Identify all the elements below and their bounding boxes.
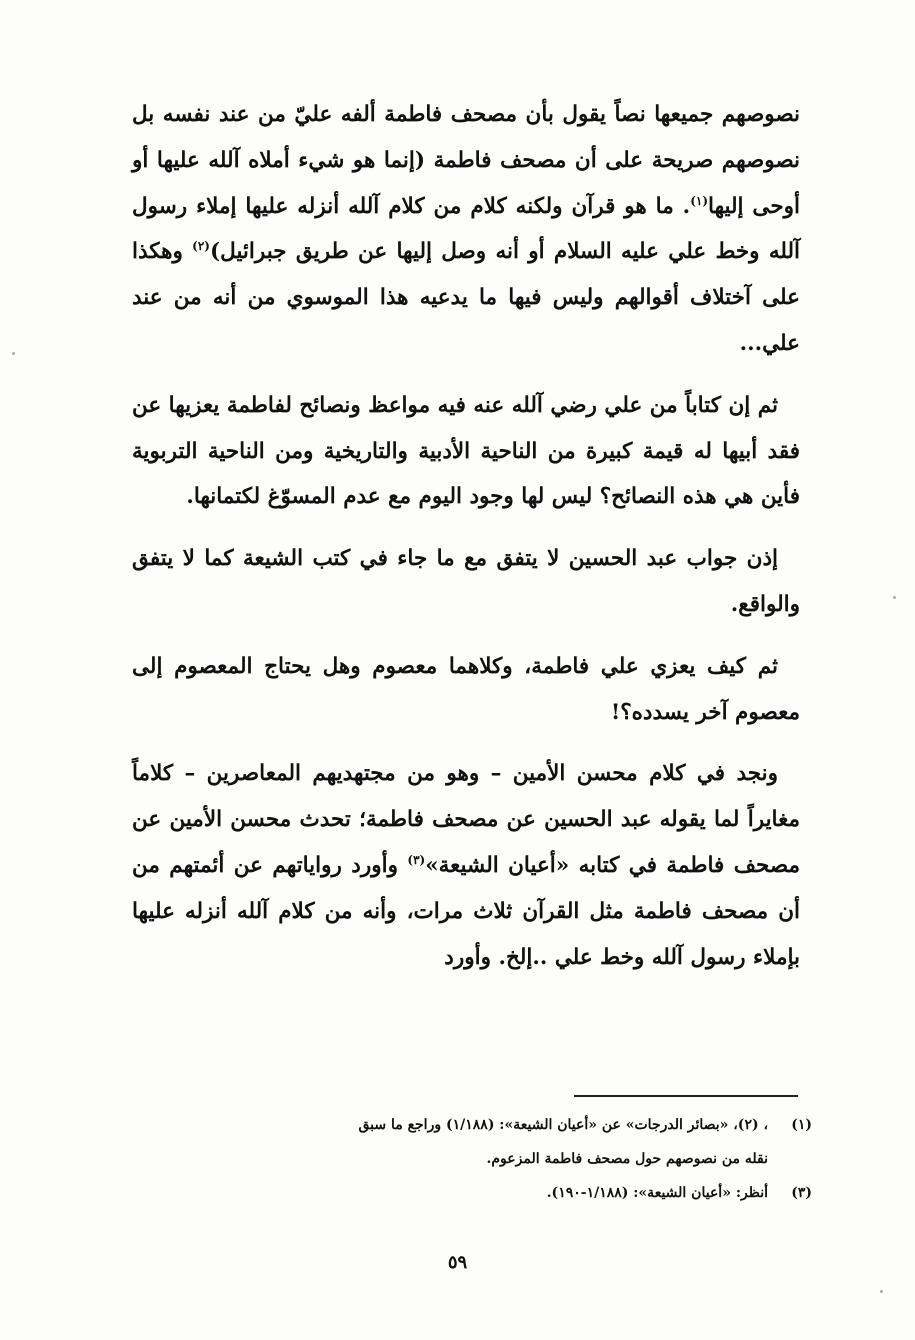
paragraph-3: إذن جواب عبد الحسين لا يتفق مع ما جاء في كتب الشيعة كما لا يتفق والواقع. — [132, 546, 800, 617]
footnote-number: (٣) — [791, 1185, 812, 1201]
scan-speck — [880, 1290, 883, 1293]
paragraph-5: ونجد في كلام محسن الأمين – وهو من مجتهديهم المعاصرين – كلاماً مغايراً لما يقوله عبد الحسين عن مصحف فاطمة؛ تحدث محسن الأمين عن مصحف فاطمة في كتابه «أعيان الشيعة»$^{(٣)}$ وأورد رواياتهم عن أئمتهم من أن مصحف فاطمة مثل القرآن ثلاث مرات، وأنه من كلام آلله أنزله عليها بإملاء رسول آلله وخط علي ..إلخ. وأورد — [132, 761, 800, 970]
footnote-ref-2: (٢) — [192, 239, 210, 254]
footnote-3 — [160, 1176, 812, 1210]
main-text — [132, 92, 800, 980]
footnote-ref-1: (١) — [690, 193, 709, 208]
page-number: ٥٩ — [447, 1252, 468, 1273]
footnote-text: ، (٢)، «بصائر الدرجات» عن «أعيان الشيعة»: (١/١٨٨) وراجع ما سبق — [358, 1117, 768, 1133]
footnote-ref-3: (٣) — [407, 852, 426, 867]
footnote-1-continued — [160, 1142, 812, 1176]
footnote-text: أنظر: «أعيان الشيعة»: (١/١٨٨-١٩٠). — [546, 1185, 768, 1201]
paragraph-2: ثم إن كتاباً من علي رضي آلله عنه فيه مواعظ ونصائح لفاطمة يعزيها عن فقد أبيها له قيمة كبيرة من الناحية الأدبية والتاريخية ومن الناحية التربوية فأين هي هذه النصائح؟ ليس لها وجود اليوم مع عدم المسوّغ لكتمانها. — [132, 392, 800, 510]
footnote-number: (١) — [791, 1117, 812, 1133]
paragraph-1: نصوصهم جميعها نصاً يقول بأن مصحف فاطمة ألفه عليّ من عند نفسه بل نصوصهم صريحة على أن مصحف فاطمة (إنما هو شيء أملاه آلله عليها أو أوحى إليها$^{(١)}$. ما هو قرآن ولكنه كلام من كلام آلله أنزله عليها إملاء رسول آلله وخط علي عليه السلام أو أنه وصل إليها عن طريق جبرائيل)$^{(٢)}$ وهكذا على آختلاف أقوالهم وليس فيها ما يدعيه هذا الموسوي من أنه من عند علي... — [132, 102, 800, 356]
scan-speck — [12, 352, 15, 355]
scan-speck — [893, 596, 896, 599]
footnote-text: نقله من نصوصهم حول مصحف فاطمة المزعوم. — [486, 1151, 768, 1167]
footnote-separator — [574, 1095, 798, 1097]
paragraph-4: ثم كيف يعزي علي فاطمة، وكلاهما معصوم وهل يحتاج المعصوم إلى معصوم آخر يسدده؟! — [132, 653, 800, 725]
footnote-1 — [160, 1108, 812, 1142]
footnotes — [160, 1108, 812, 1210]
